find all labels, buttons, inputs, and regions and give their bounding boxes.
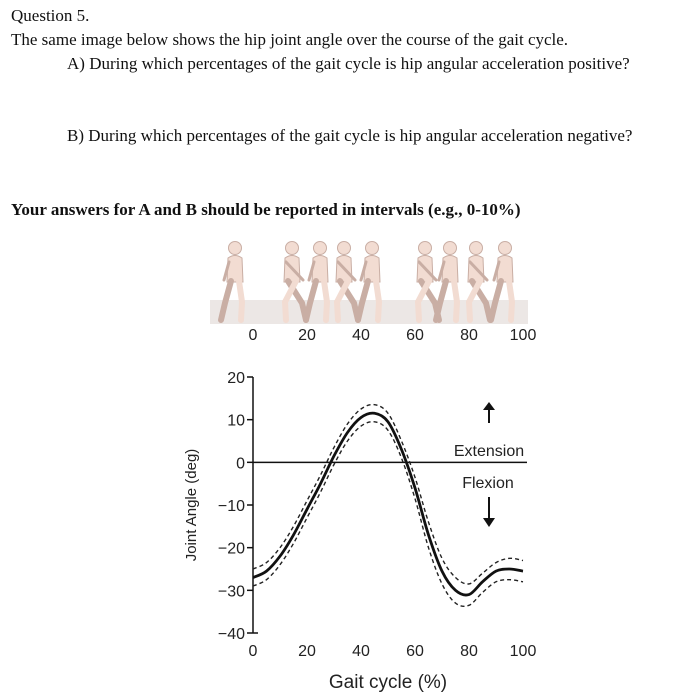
y-tick-label: −10 <box>217 498 245 515</box>
flexion-annotation <box>462 475 514 527</box>
y-tick-label: −30 <box>217 583 245 601</box>
top-tick-label: 80 <box>460 327 478 344</box>
y-tick-label: 0 <box>236 455 245 473</box>
question-intro: The same image below shows the hip joint angle over the course of the gait cycle. <box>11 30 569 49</box>
plot-area <box>183 370 536 693</box>
question-part-b: B) During which percentages of the gait cycle is hip angular acceleration negative? <box>67 126 633 145</box>
walking-figures-icon <box>210 242 528 325</box>
x-tick-label: 20 <box>298 643 316 660</box>
top-tick-label: 0 <box>248 327 258 344</box>
x-tick-label: 0 <box>248 643 258 660</box>
answer-format-note: Your answers for A and B should be reported in intervals (e.g., 0-10%) <box>11 200 521 219</box>
extension-annotation <box>454 402 524 460</box>
mean-angle-line <box>253 413 523 595</box>
figure-strip-background <box>210 300 528 324</box>
top-tick-label: 40 <box>352 327 370 344</box>
x-tick-label: 100 <box>509 643 537 660</box>
x-tick-label: 80 <box>460 643 478 660</box>
down-arrowhead-icon <box>483 518 495 527</box>
y-tick-label: 10 <box>227 412 245 430</box>
x-tick-label: 40 <box>352 643 370 660</box>
variability-band-line <box>253 405 523 584</box>
series-layer <box>253 405 523 607</box>
top-tick-label: 20 <box>298 327 316 344</box>
x-tick-label: 60 <box>406 643 424 660</box>
y-tick-label: 20 <box>227 370 245 387</box>
question-title: Question 5. <box>11 6 90 25</box>
y-axis-label: Joint Angle (deg) <box>183 448 200 562</box>
x-axis-label: Gait cycle (%) <box>328 672 448 693</box>
top-axis <box>249 327 537 344</box>
top-tick-label: 60 <box>406 327 424 344</box>
top-tick-label: 100 <box>509 327 537 344</box>
up-arrowhead-icon <box>483 402 495 410</box>
question-part-a: A) During which percentages of the gait cycle is hip angular acceleration positive? <box>67 54 630 73</box>
y-tick-label: −40 <box>217 626 245 643</box>
flexion-label: Flexion <box>462 475 514 492</box>
y-tick-label: −20 <box>217 540 245 558</box>
extension-label: Extension <box>453 443 525 460</box>
